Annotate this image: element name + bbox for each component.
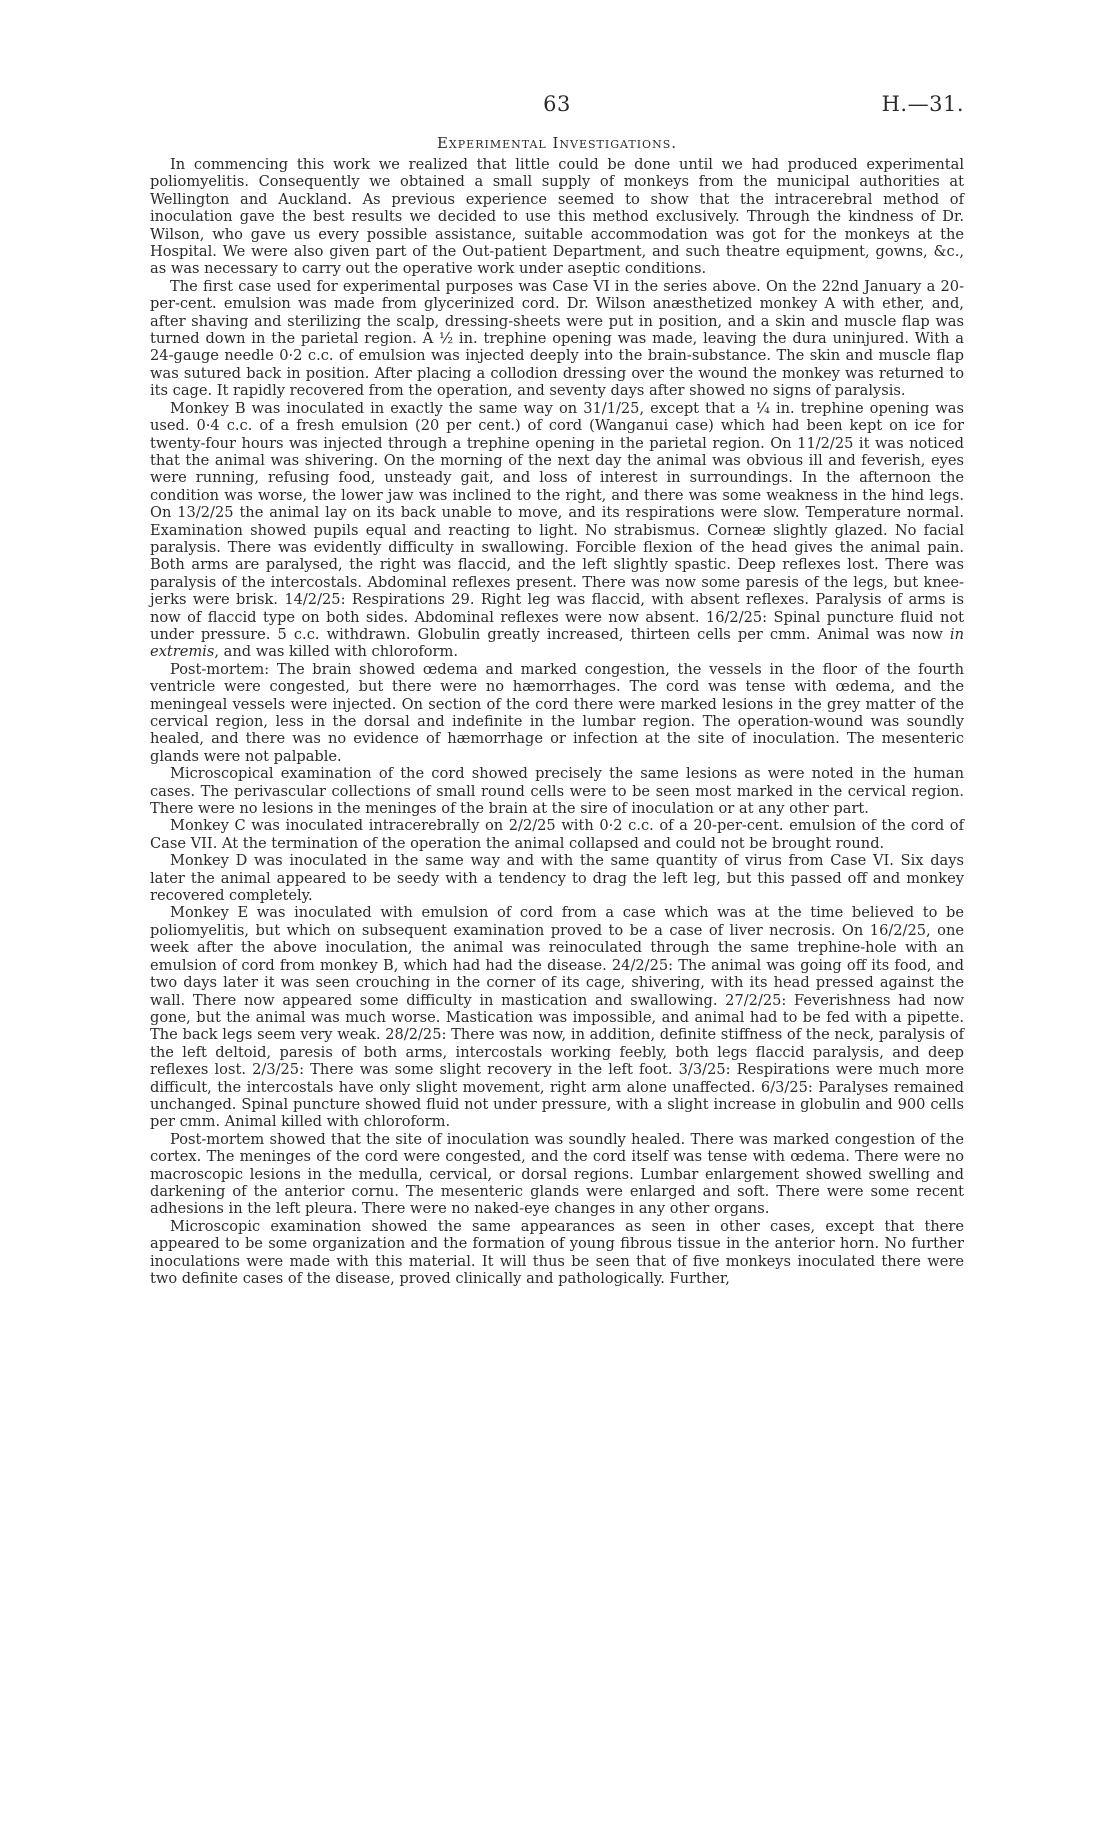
paragraph-text: Monkey D was inoculated in the same way and with the same quantity of virus from Case VI. Six days later the animal appeared to be seedy with a tendency to drag the left leg, but this passed off and monkey recovered completely.: [150, 852, 964, 905]
paragraph: [150, 278, 964, 400]
paragraph: [150, 765, 964, 817]
paragraph-text: Post-mortem: The brain showed œdema and marked congestion, the vessels in the floor of the fourth ventricle were congested, but there were no hæmorrhages. The cord was tense with œdema, and the meningeal vessels were injected. On section of the cord there were marked lesions in the grey matter of the cervical region, less in the dorsal and indefinite in the lumbar region. The operation-wound was soundly healed, and there was no evidence of hæmorrhage or infection at the site of inoculation. The mesenteric glands were not palpable.: [150, 660, 964, 765]
paragraph-text: Microscopic examination showed the same appearances as seen in other cases, except that there appeared to be some organization and the formation of young fibrous tissue in the anterior horn. No further inoculations were made with this material. It will thus be seen that of five monkeys inoculated there were two definite cases of the disease, proved clinically and pathologically. Further,: [150, 1217, 964, 1287]
paragraph-text-end: , and was killed with chloroform.: [214, 643, 458, 661]
paragraph-text: The first case used for experimental purposes was Case VI in the series above. On the 22nd January a 20-per-cent. emulsion was made from glycerinized cord. Dr. Wilson anæsthetized monkey A with ether, and, after shaving and sterilizing the scalp, dressing-sheets were put in position, and a skin and muscle flap was turned down in the parietal region. A ½ in. trephine opening was made, leaving the dura uninjured. With a 24-gauge needle 0·2 c.c. of emulsion was injected deeply into the brain-substance. The skin and muscle flap was sutured back in position. After placing a collodion dressing over the wound the monkey was returned to its cage. It rapidly recovered from the operation, and seventy days after showed no signs of paralysis.: [150, 277, 964, 400]
document-reference: H.—31.: [881, 92, 964, 116]
paragraph-text: In commencing this work we realized that little could be done until we had produced experimental poliomyelitis. Consequently we obtained a small supply of monkeys from the municipal authorities at Wellington and Auckland. As previous experience seemed to show that the intracerebral method of inoculation gave the best results we decided to use this method exclusively. Through the kindness of Dr. Wilson, who gave us every possible assistance, suitable accommodation was got for the monkeys at the Hospital. We were also given part of the Out-patient Department, and such theatre equipment, gowns, &c., as was necessary to carry out the operative work under aseptic conditions.: [150, 156, 964, 278]
page-header: [150, 92, 964, 126]
paragraph: [150, 661, 964, 765]
body-text: [150, 156, 964, 1287]
page-number: 63: [543, 92, 571, 116]
paragraph: [150, 817, 964, 852]
paragraph-italic-text: in extremis: [150, 625, 964, 661]
paragraph-text: Post-mortem showed that the site of inoculation was soundly healed. There was marked congestion of the cortex. The meninges of the cord were congested, and the cord itself was tense with œdema. There were no macroscopic lesions in the medulla, cervical, or dorsal regions. Lumbar enlargement showed swelling and darkening of the anterior cornu. The mesenteric glands were enlarged and soft. There were some recent adhesions in the left pleura. There were no naked-eye changes in any other organs.: [150, 1130, 964, 1218]
paragraph: [150, 1218, 964, 1288]
paragraph: [150, 904, 964, 1130]
paragraph: [150, 852, 964, 904]
paragraph-text: Monkey C was inoculated intracerebrally on 2/2/25 with 0·2 c.c. of a 20-per-cent. emulsion of the cord of Case VII. At the termination of the operation the animal collapsed and could not be brought round.: [150, 817, 964, 852]
section-title: Experimental Investigations.: [436, 134, 677, 152]
paragraph-text: Microscopical examination of the cord showed precisely the same lesions as were noted in the human cases. The perivascular collections of small round cells were to be seen most marked in the cervical region. There were no lesions in the meninges of the brain at the sire of inoculation or at any other part.: [150, 765, 964, 818]
paragraph-text: Monkey B was inoculated in exactly the same way on 31/1/25, except that a ¼ in. trephine opening was used. 0·4 c.c. of a fresh emulsion (20 per cent.) of cord (Wanganui case) which had been kept on ice for twenty-four hours was injected through a trephine opening in the parietal region. On 11/2/25 it was noticed that the animal was shivering. On the morning of the next day the animal was obvious ill and feverish, eyes were running, refusing food, unsteady gait, and loss of interest in surroundings. In the afternoon the condition was worse, the lower jaw was inclined to the right, and there was some weakness in the hind legs. On 13/2/25 the animal lay on its back unable to move, and its respirations were slow. Temperature normal. Examination showed pupils equal and reacting to light. No strabismus. Corneæ slightly glazed. No facial paralysis. There was evidently difficulty in swallowing. Forcible flexion of the head gives the animal pain. Both arms are paralysed, the right was flaccid, and the left slightly spastic. Deep reflexes lost. There was paralysis of the intercostals. Abdominal reflexes present. There was now some paresis of the legs, but knee-jerks were brisk. 14/2/25: Respirations 29. Right leg was flaccid, with absent reflexes. Paralysis of arms is now of flaccid type on both sides. Abdominal reflexes were now absent. 16/2/25: Spinal puncture fluid not under pressure. 5 c.c. withdrawn. Globulin greatly increased, thirteen cells per cmm. Animal was now: [150, 399, 964, 643]
paragraph: [150, 400, 964, 661]
paragraph: [150, 156, 964, 278]
paragraph-text: Monkey E was inoculated with emulsion of cord from a case which was at the time believed to be poliomyelitis, but which on subsequent examination proved to be a case of liver necrosis. On 16/2/25, one week after the above inoculation, the animal was reinoculated through the same trephine-hole with an emulsion of cord from monkey B, which had had the disease. 24/2/25: The animal was going off its food, and two days later it was seen crouching in the corner of its cage, shivering, with its head pressed against the wall. There now appeared some difficulty in mastication and swallowing. 27/2/25: Feverishness had now gone, but the animal was much worse. Mastication was impossible, and animal had to be fed with a pipette. The back legs seem very weak. 28/2/25: There was now, in addition, definite stiffness of the neck, paralysis of the left deltoid, paresis of both arms, intercostals working feebly, both legs flaccid paralysis, and deep reflexes lost. 2/3/25: There was some slight recovery in the left foot. 3/3/25: Respirations were much more difficult, the intercostals have only slight movement, right arm alone unaffected. 6/3/25: Paralyses remained unchanged. Spinal puncture showed fluid not under pressure, with a slight increase in globulin and 900 cells per cmm. Animal killed with chloroform.: [150, 904, 964, 1131]
paragraph: [150, 1131, 964, 1218]
